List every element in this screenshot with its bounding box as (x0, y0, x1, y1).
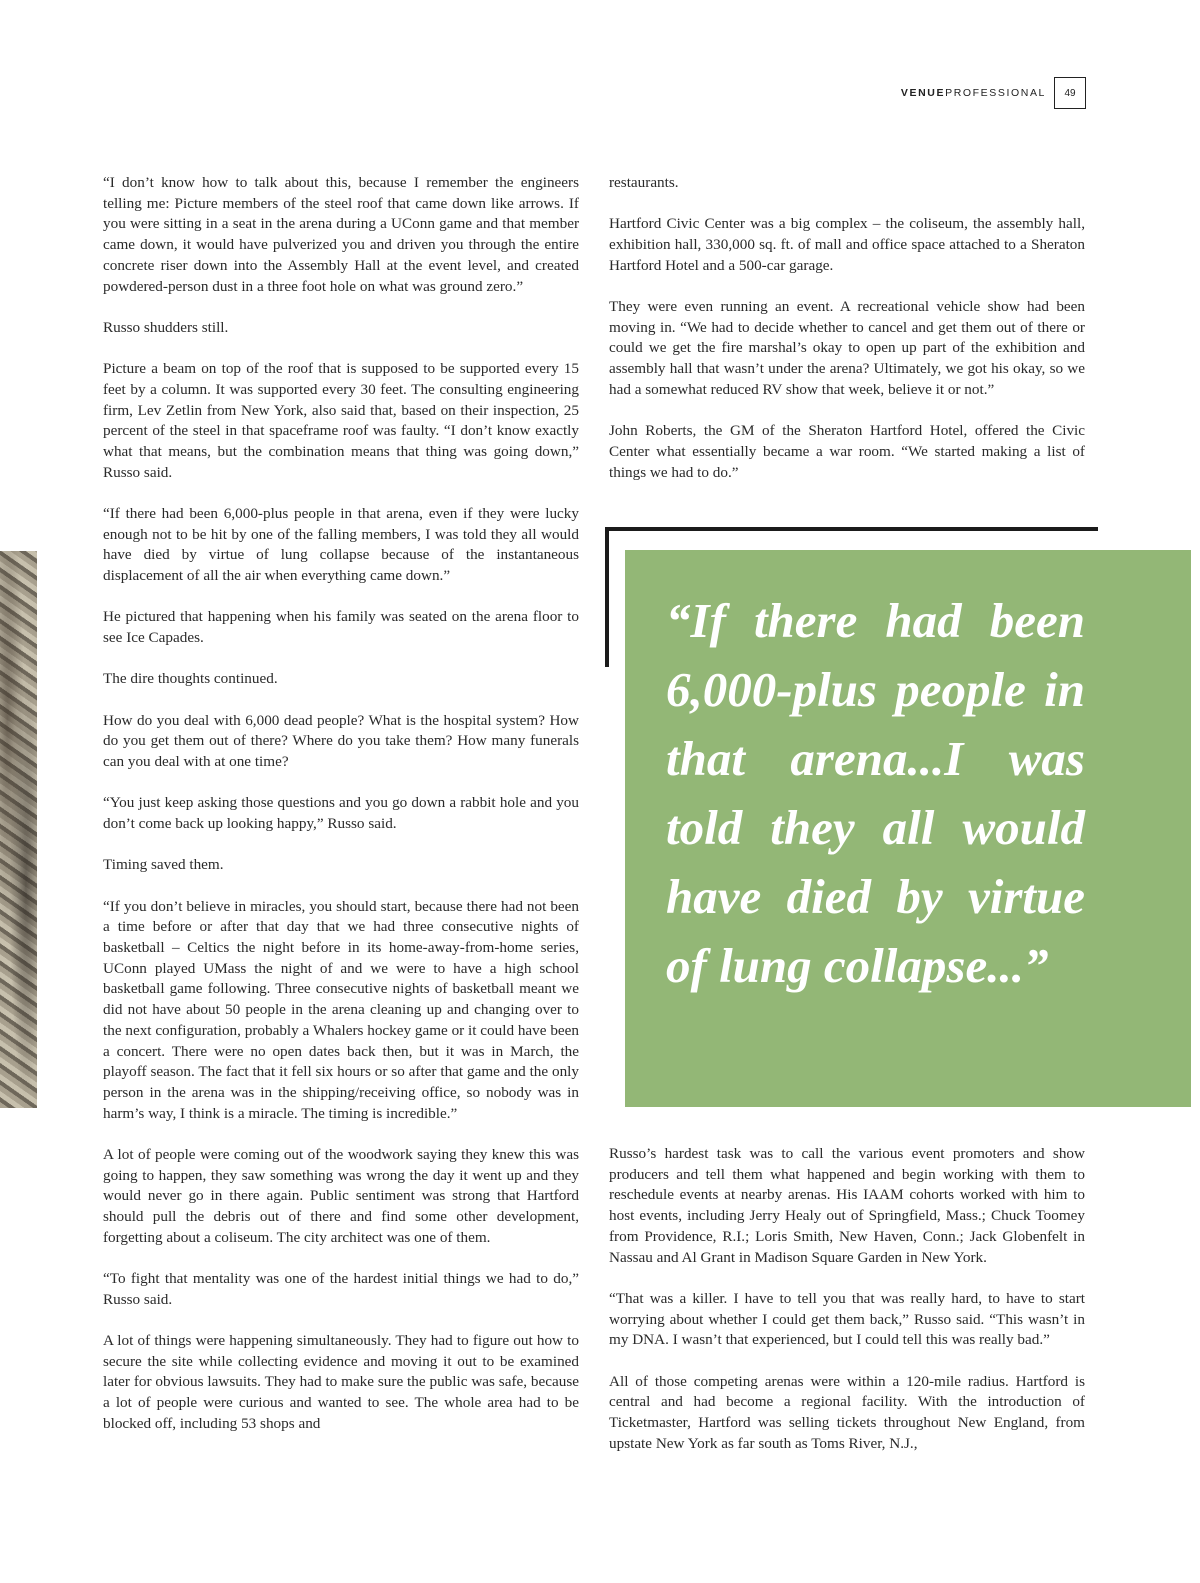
paragraph: Picture a beam on top of the roof that is supposed to be supported every 15 feet by a column. It was supported every 30 feet. The consulting engineering firm, Lev Zetlin from New York, also said that, based on their inspection, 25 percent of the steel in that spaceframe roof was faulty. “I don’t know exactly what that means, but the combination means that thing was going down,” Russo said. (103, 360, 579, 481)
paragraph: All of those competing arenas were within a 120-mile radius. Hartford is central and had become a regional facility. With the introduction of Ticketmaster, Hartford was selling tickets throughout New England, from upstate New York as far south as Toms River, N.J., (609, 1372, 1085, 1452)
pull-quote-rule-left (605, 527, 609, 667)
pull-quote: “If there had been 6,000-plus people in that arena...I was told they all would have died by virtue of lung collapse...” (666, 593, 1085, 993)
paragraph: John Roberts, the GM of the Sheraton Hartford Hotel, offered the Civic Center what essentially became a war room. “We started making a list of things we had to do.” (609, 422, 1085, 481)
paragraph: A lot of things were happening simultaneously. They had to figure out how to secure the site while collecting evidence and moving it out to be examined later for obvious lawsuits. They had to make sure the public was safe, because a lot of people were curious and wanted to see. The whole area had to be blocked off, including 53 shops and (103, 1332, 579, 1432)
pull-quote-box (625, 550, 1191, 1107)
paragraph: A lot of people were coming out of the woodwork saying they knew this was going to happen, they saw something was wrong the day it went up and they would never go in there again. Public sentiment was strong that Hartford should pull the debris out of there and find some other development, forgetting about a coliseum. The city architect was one of them. (103, 1145, 579, 1246)
paragraph: Timing saved them. (103, 856, 224, 874)
right-column-top (609, 173, 1085, 504)
magazine-brand (901, 87, 1046, 99)
paragraph: Hartford Civic Center was a big complex – the coliseum, the assembly hall, exhibition hall, 330,000 sq. ft. of mall and office space attached to a Sheraton Hartford Hotel and a 500-car garage. (609, 215, 1085, 274)
brand-professional: PROFESSIONAL (945, 87, 1046, 99)
left-column (103, 173, 579, 1455)
paragraph: “If there had been 6,000-plus people in that arena, even if they were lucky enough not to be hit by one of the falling members, I was told they all would have died by virtue of lung collapse because of the instantaneous displacement of all the air when everything came down.” (103, 504, 579, 585)
paragraph: “To fight that mentality was one of the hardest initial things we had to do,” Russo said. (103, 1270, 579, 1308)
right-column-bottom (609, 1144, 1085, 1475)
paragraph: Russo’s hardest task was to call the various event promoters and show producers and tell them what happened and begin working with them to reschedule events at nearby arenas. His IAAM cohorts worked with him to host events, including Jerry Healy out of Springfield, Mass.; Chuck Toomey from Providence, R.I.; Loris Smith, New Haven, Conn.; Jack Globenfelt in Nassau and Al Grant in Madison Square Garden in New York. (609, 1145, 1085, 1266)
paragraph: restaurants. (609, 174, 679, 191)
paragraph: He pictured that happening when his family was seated on the arena floor to see Ice Capades. (103, 608, 579, 647)
paragraph: How do you deal with 6,000 dead people? What is the hospital system? How do you get them out of there? Where do you take them? How many funerals can you deal with at one time? (103, 711, 579, 771)
paragraph: Russo shudders still. (103, 318, 229, 336)
paragraph: “I don’t know how to talk about this, because I remember the engineers telling me: Picture members of the steel roof that came down like arrows. If you were sitting in a seat in the arena during a UConn game and that member came down, it would have pulverized you and driven you through the entire concrete riser down into the Assembly Hall at the event level, and created powdered-person dust in a three foot hole on what was ground zero.” (103, 174, 579, 295)
paragraph: The dire thoughts continued. (103, 670, 278, 688)
page-number: 49 (1054, 77, 1086, 109)
photo-edge-image (0, 551, 37, 1108)
brand-venue: VENUE (900, 87, 946, 99)
paragraph: They were even running an event. A recreational vehicle show had been moving in. “We had to decide whether to cancel and get them out of there or could we get the fire marshal’s okay to open up part of the exhibition and assembly hall that wasn’t under the arena? Ultimately, we got his okay, so we had a somewhat reduced RV show that week, believe it or not.” (609, 298, 1085, 398)
paragraph: “That was a killer. I have to tell you that was really hard, to have to start worrying about whether I could get them back,” Russo said. “This wasn’t in my DNA. I wasn’t that experienced, but I could tell this was really bad.” (609, 1289, 1085, 1349)
paragraph: “If you don’t believe in miracles, you should start, because there had not been a time before or after that day that we had three consecutive nights of basketball – Celtics the night before in its home-away-from-home series, UConn played UMass the night of and we were to have a high school basketball game following. Three consecutive nights of basketball meant we did not have about 50 people in the arena cleaning up and changing over to the next configuration, probably a Whalers hockey game or it could have been a concert. There were no open dates back then, but it was in March, the playoff season. The fact that it fell six hours or so after that game and the only person in the arena was in the shipping/receiving office, so nobody was in harm’s way, I think is a miracle. The timing is incredible.” (103, 897, 579, 1122)
pull-quote-rule-top (605, 527, 1098, 531)
paragraph: “You just keep asking those questions and you go down a rabbit hole and you don’t come back up looking happy,” Russo said. (103, 794, 579, 833)
page-header (901, 76, 1086, 110)
